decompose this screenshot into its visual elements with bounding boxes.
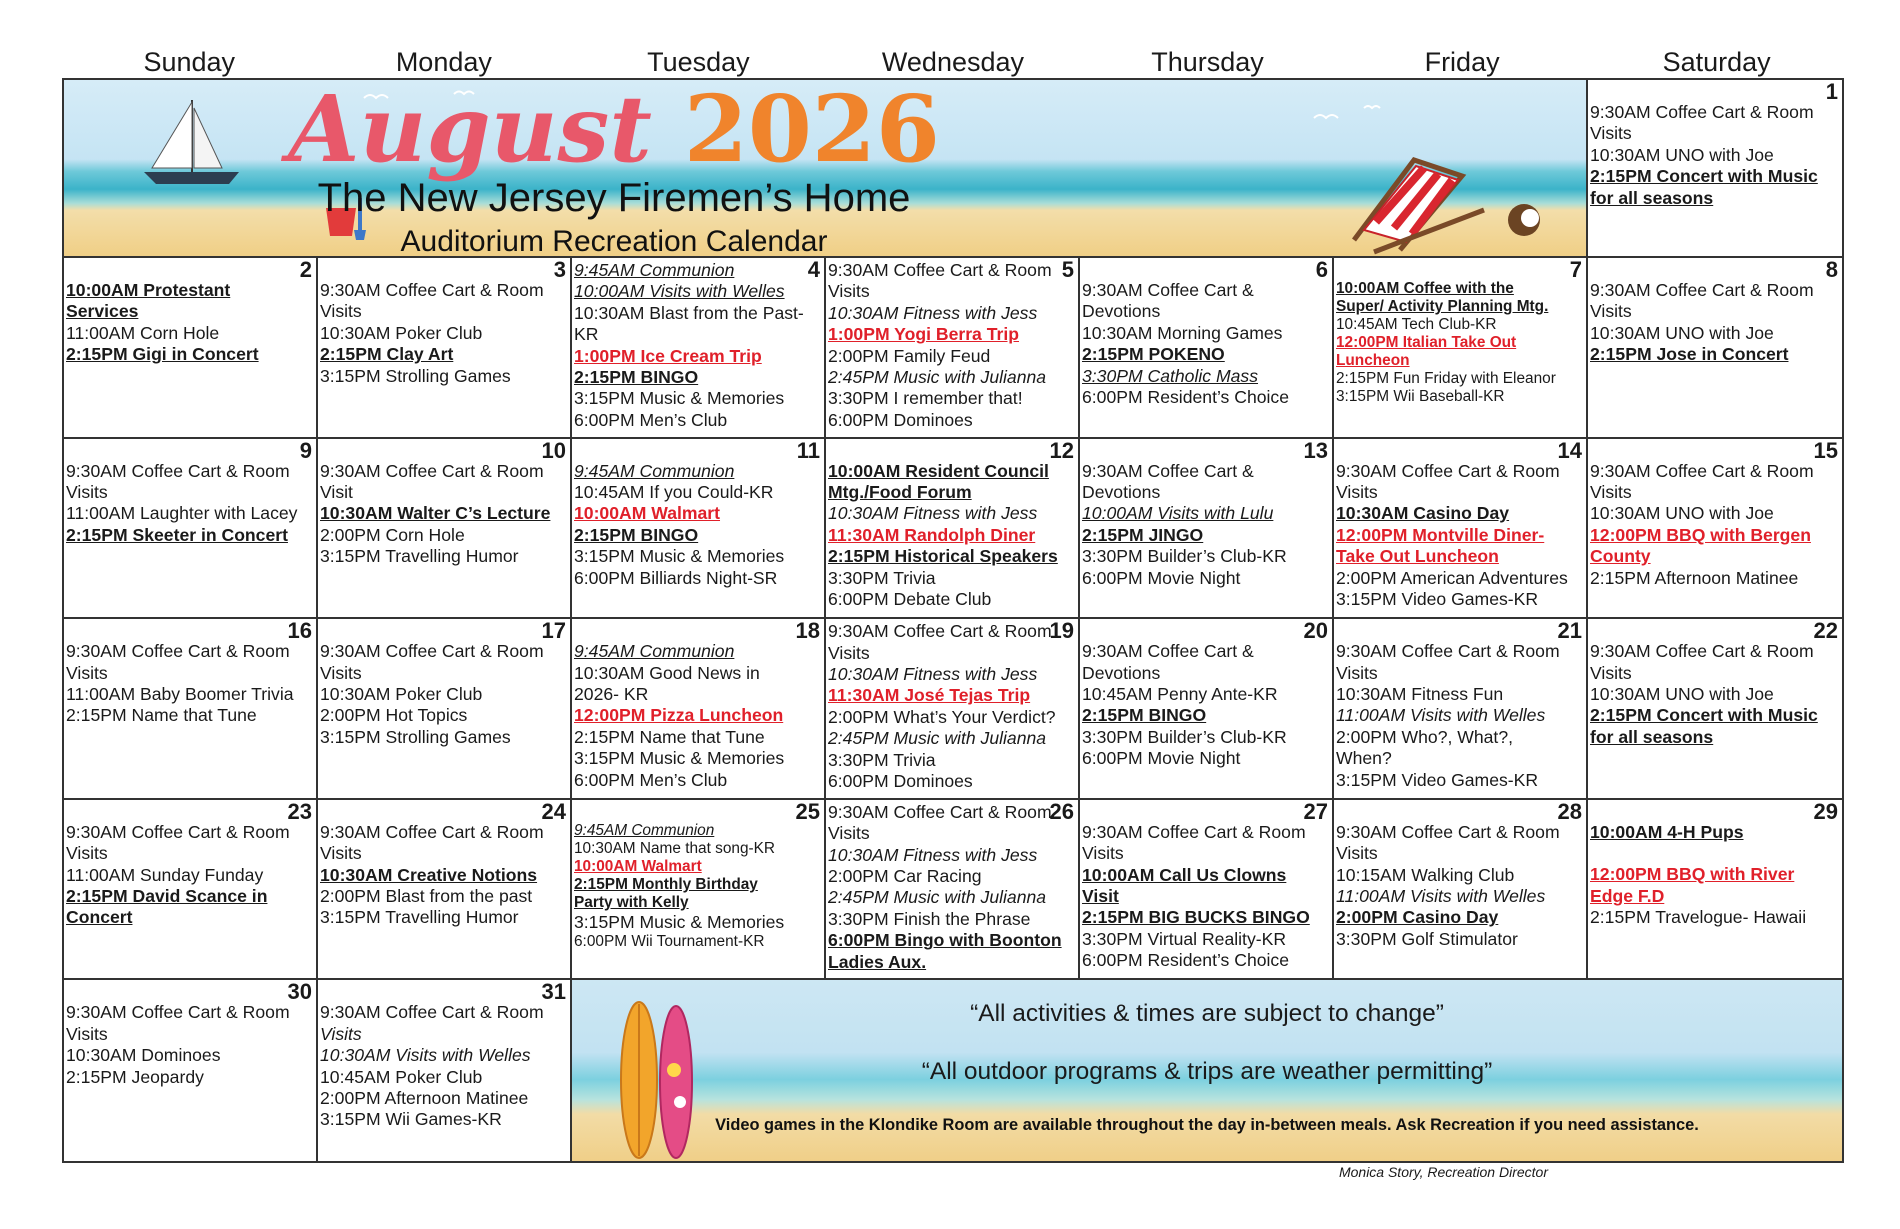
event-line: 2:15PM BINGO <box>574 524 699 545</box>
event-line: 3:15PM Music & Memories <box>574 546 785 567</box>
event-list <box>828 621 1075 792</box>
event-list <box>66 1002 313 1088</box>
weekday-friday: Friday <box>1424 47 1500 77</box>
event-line: 10:00AM Walmart <box>574 857 702 875</box>
day-number: 20 <box>1303 619 1328 644</box>
event-line: Devotions <box>1082 482 1161 502</box>
event-line: KR <box>574 324 599 345</box>
event-line: Visits <box>1082 843 1124 864</box>
event-line: 6:00PM Wii Tournament-KR <box>574 933 765 951</box>
event-line: 2:00PM Hot Topics <box>320 705 468 726</box>
event-line: 11:00AM Visits with Welles <box>1336 705 1546 726</box>
event-list <box>1336 641 1583 791</box>
calendar-month-title <box>64 80 1164 184</box>
event-line: Services <box>66 301 139 322</box>
event-line: 12:00PM BBQ with Bergen <box>1590 524 1811 545</box>
month-name: August <box>288 80 652 183</box>
event-line: Party with Kelly <box>574 893 689 911</box>
weekday-header <box>62 44 1844 80</box>
day-number: 2 <box>299 258 312 282</box>
event-line: 6:00PM Dominoes <box>828 409 973 430</box>
footer-note-video-games: Video games in the Klondike Room are available throughout the day in-between meals. Ask Recreation if you need assistance. <box>715 1116 1699 1135</box>
event-line: Visits <box>828 823 870 844</box>
day-cell <box>572 439 826 620</box>
event-list <box>1336 461 1583 611</box>
day-cell <box>1080 800 1334 981</box>
home-title: The New Jersey Firemen’s Home <box>317 176 911 220</box>
event-list <box>574 641 821 791</box>
day-number: 4 <box>807 258 820 282</box>
day-number: 14 <box>1557 438 1582 463</box>
event-line: 10:30AM Fitness with Jess <box>828 302 1038 323</box>
event-line: 2:15PM Name that Tune <box>66 705 257 726</box>
event-line: 10:45AM Penny Ante-KR <box>1082 684 1278 704</box>
day-cell <box>1588 80 1842 258</box>
day-number: 12 <box>1049 438 1074 463</box>
day-cell <box>318 980 572 1161</box>
event-line: Edge F.D <box>1590 885 1665 906</box>
event-line: 2:00PM Casino Day <box>1336 907 1499 928</box>
event-line: Visits <box>66 843 108 864</box>
event-line: 10:30AM Poker Club <box>320 322 483 343</box>
event-list <box>574 461 821 589</box>
event-list <box>1590 822 1839 929</box>
event-line: 3:15PM Music & Memories <box>574 388 785 409</box>
event-line: 3:15PM Music & Memories <box>574 748 785 769</box>
day-cell <box>64 258 318 439</box>
event-line: 12:00PM Montville Diner- <box>1336 524 1545 545</box>
event-line: 6:00PM Bingo with Boonton <box>828 930 1062 951</box>
day-cell <box>1588 619 1842 800</box>
event-line: 9:30AM Coffee Cart & Room <box>1590 102 1814 122</box>
event-list <box>1590 280 1839 366</box>
event-line: 11:30AM Randolph Diner <box>828 524 1036 545</box>
event-line: Visit <box>1082 886 1119 907</box>
footer-note-weather: “All outdoor programs & trips are weather permitting” <box>921 1058 1493 1086</box>
event-line: 9:30AM Coffee Cart & Room <box>1590 641 1814 662</box>
event-line: 2:15PM BIG BUCKS BINGO <box>1082 907 1310 928</box>
header-banner <box>64 80 1588 258</box>
event-line: 6:00PM Movie Night <box>1082 567 1241 588</box>
event-list <box>1082 822 1329 972</box>
day-cell <box>572 258 826 439</box>
event-line: 10:30AM Fitness with Jess <box>828 664 1038 684</box>
day-number: 29 <box>1813 799 1838 824</box>
event-line: 10:00AM Visits with Lulu <box>1082 503 1274 524</box>
day-cell <box>1588 258 1842 439</box>
event-line: 9:30AM Coffee Cart & Room <box>66 1002 290 1023</box>
event-line: 3:30PM Trivia <box>828 567 936 588</box>
event-line: 9:30AM Coffee Cart & <box>1082 280 1254 300</box>
event-line: 10:30AM UNO with Joe <box>1590 144 1774 165</box>
day-number: 3 <box>553 258 566 282</box>
event-line: 3:15PM Strolling Games <box>320 365 511 386</box>
day-cell <box>1080 619 1334 800</box>
event-line: 11:00AM Corn Hole <box>66 322 220 343</box>
event-line: Visits <box>828 642 870 663</box>
event-line: 2:15PM Skeeter in Concert <box>66 524 288 545</box>
event-line: 10:30AM Fitness with Jess <box>828 503 1038 524</box>
event-line: 3:30PM Trivia <box>828 749 936 770</box>
day-number: 18 <box>795 619 820 644</box>
event-line: 10:00AM Protestant <box>66 280 231 300</box>
event-line: 2:15PM Name that Tune <box>574 726 765 747</box>
day-number: 27 <box>1303 799 1328 824</box>
event-line: 9:30AM Coffee Cart & Room <box>320 1002 544 1023</box>
event-list <box>320 461 567 568</box>
event-line: 2:15PM Clay Art <box>320 344 454 365</box>
event-line: When? <box>1336 748 1392 769</box>
event-line: 10:30AM Casino Day <box>1336 503 1510 524</box>
event-line: 10:00AM Call Us Clowns <box>1082 864 1287 885</box>
event-list <box>828 461 1075 611</box>
event-line: 12:00PM Pizza Luncheon <box>574 705 784 726</box>
event-line: 3:15PM Wii Baseball-KR <box>1336 388 1505 405</box>
day-cell <box>1588 800 1842 981</box>
event-line: Visits <box>1590 662 1632 683</box>
event-line: Super/ Activity Planning Mtg. <box>1336 298 1549 315</box>
event-line: 10:45AM Tech Club-KR <box>1336 316 1497 333</box>
event-line: Visits <box>1590 482 1632 502</box>
event-line: 9:30AM Coffee Cart & Room <box>66 641 290 662</box>
event-line: 9:30AM Coffee Cart & Room <box>320 280 544 300</box>
event-line: 3:30PM Catholic Mass <box>1082 365 1259 386</box>
event-line: 10:30AM Fitness Fun <box>1336 684 1504 704</box>
day-number: 10 <box>541 438 566 463</box>
event-line: 3:15PM Travelling Humor <box>320 546 519 567</box>
event-line: Visits <box>1590 301 1632 322</box>
event-line: 9:30AM Coffee Cart & Room <box>66 821 290 842</box>
event-line: Visits <box>66 482 108 502</box>
event-line: 3:15PM Wii Games-KR <box>320 1109 502 1130</box>
event-line: Devotions <box>1082 301 1161 322</box>
event-line: 2:15PM JINGO <box>1082 524 1204 545</box>
event-line <box>1590 843 1839 864</box>
event-line: 10:30AM UNO with Joe <box>1590 503 1774 524</box>
event-list <box>1082 461 1329 589</box>
event-line: 6:00PM Dominoes <box>828 771 973 792</box>
event-line: for all seasons <box>1590 726 1714 747</box>
day-number: 16 <box>287 619 312 644</box>
day-number: 5 <box>1061 258 1074 282</box>
event-line: 9:45AM Communion <box>574 260 735 280</box>
day-number: 28 <box>1557 799 1582 824</box>
event-line: 2:15PM BINGO <box>1082 705 1207 726</box>
day-cell <box>1588 439 1842 620</box>
event-line: 2:15PM Travelogue- Hawaii <box>1590 907 1807 928</box>
day-cell <box>826 619 1080 800</box>
event-line: 12:00PM BBQ with River <box>1590 864 1795 885</box>
day-number: 21 <box>1557 619 1582 644</box>
event-line: 9:30AM Coffee Cart & Room <box>1590 280 1814 300</box>
day-number: 1 <box>1825 80 1838 104</box>
day-number: 11 <box>796 438 820 463</box>
event-line: Visits <box>1336 482 1378 502</box>
coconut-icon <box>1508 204 1540 236</box>
event-list <box>320 641 567 748</box>
footer-banner <box>572 980 1842 1161</box>
event-line: 2:15PM POKENO <box>1082 344 1225 365</box>
event-line: County <box>1590 546 1651 567</box>
event-line: 10:45AM Poker Club <box>320 1066 483 1087</box>
event-line: 9:30AM Coffee Cart & <box>1082 460 1254 481</box>
event-line: 2:15PM Jose in Concert <box>1590 344 1789 365</box>
day-number: 31 <box>541 980 566 1005</box>
event-list <box>1590 461 1839 589</box>
event-line: Visits <box>66 1023 108 1044</box>
event-line: 10:30AM Fitness with Jess <box>828 844 1038 865</box>
day-cell <box>1334 439 1588 620</box>
event-list <box>574 822 821 951</box>
event-line: 2:00PM What’s Your Verdict? <box>828 706 1056 727</box>
event-list <box>1082 641 1329 769</box>
event-list <box>1336 280 1583 406</box>
event-line: 9:30AM Coffee Cart & Room <box>1082 821 1306 842</box>
event-line: 2:45PM Music with Julianna <box>828 887 1047 908</box>
event-line: Mtg./Food Forum <box>828 482 972 502</box>
event-line: 9:30AM Coffee Cart & Room <box>1336 460 1560 481</box>
event-list <box>66 822 313 929</box>
event-line: 10:30AM Name that song-KR <box>574 839 776 857</box>
event-line: 2:15PM Jeopardy <box>66 1066 204 1087</box>
event-line: 3:30PM Builder’s Club-KR <box>1082 546 1287 567</box>
event-line: 1:00PM Yogi Berra Trip <box>828 324 1019 345</box>
event-line: 2:00PM Who?, What?, <box>1336 726 1513 747</box>
day-number: 22 <box>1813 619 1838 644</box>
event-line: 6:00PM Movie Night <box>1082 748 1241 769</box>
day-cell <box>318 619 572 800</box>
event-list <box>828 260 1075 431</box>
event-list <box>1336 822 1583 950</box>
event-line: for all seasons <box>1590 187 1714 208</box>
event-line: Ladies Aux. <box>828 951 927 972</box>
day-number: 9 <box>299 438 312 463</box>
event-line: 2:00PM Family Feud <box>828 345 991 366</box>
event-list <box>574 260 821 431</box>
beach-chair-icon <box>1354 160 1484 252</box>
event-line: 2:45PM Music with Julianna <box>828 728 1047 749</box>
day-number: 7 <box>1569 258 1582 282</box>
event-line: 10:15AM Walking Club <box>1336 864 1515 885</box>
event-line: 9:30AM Coffee Cart & Room <box>1336 821 1560 842</box>
event-line: Take Out Luncheon <box>1336 546 1499 567</box>
day-number: 15 <box>1813 438 1838 463</box>
event-line: 9:30AM Coffee Cart & <box>1082 641 1254 662</box>
event-line: 10:00AM Resident Council <box>828 460 1049 481</box>
day-number: 23 <box>287 799 312 824</box>
day-cell <box>1080 439 1334 620</box>
day-cell <box>64 980 318 1161</box>
event-line: 9:30AM Coffee Cart & Room <box>66 460 290 481</box>
footer-note-schedule: “All activities & times are subject to change” <box>970 1000 1444 1028</box>
day-cell <box>1334 258 1588 439</box>
day-cell <box>826 800 1080 981</box>
day-cell <box>1334 800 1588 981</box>
day-number: 26 <box>1049 799 1074 824</box>
weekday-sunday: Sunday <box>143 47 236 77</box>
event-line: 9:45AM Communion <box>574 460 735 481</box>
day-number: 8 <box>1825 258 1838 282</box>
event-line: 9:30AM Coffee Cart & Room <box>320 460 544 481</box>
event-line: 2:00PM American Adventures <box>1336 567 1568 588</box>
event-line: 10:00AM 4-H Pups <box>1590 821 1744 842</box>
event-line: 10:30AM Good News in <box>574 662 760 683</box>
day-number: 17 <box>541 619 566 644</box>
calendar-grid <box>62 78 1844 1163</box>
event-line: Concert <box>66 907 133 928</box>
day-number: 13 <box>1303 438 1328 463</box>
event-list <box>828 799 1075 973</box>
day-cell <box>64 800 318 981</box>
event-line: 3:15PM Video Games-KR <box>1336 589 1539 610</box>
day-cell <box>826 258 1080 439</box>
event-line: 10:30AM Creative Notions <box>320 864 538 885</box>
event-list <box>1590 102 1839 209</box>
day-cell <box>64 439 318 620</box>
event-list <box>66 280 313 366</box>
weekday-thursday: Thursday <box>1151 47 1264 77</box>
event-list <box>320 822 567 929</box>
day-cell <box>1080 258 1334 439</box>
day-cell <box>572 800 826 981</box>
event-line: 11:00AM Laughter with Lacey <box>66 503 298 524</box>
event-line: 2:15PM David Scance in <box>66 886 268 907</box>
event-line: 2:15PM Concert with Music <box>1590 705 1818 726</box>
event-line: 3:15PM Video Games-KR <box>1336 769 1539 790</box>
weekday-tuesday: Tuesday <box>647 47 750 77</box>
event-line: 9:30AM Coffee Cart & Room <box>320 821 544 842</box>
event-line: 9:45AM Communion <box>574 641 735 662</box>
event-line: 10:30AM Walter C’s Lecture <box>320 503 551 524</box>
event-line: Visits <box>828 281 870 302</box>
event-list <box>320 280 567 387</box>
director-credit: Monica Story, Recreation Director <box>1338 1164 1548 1180</box>
event-list <box>66 461 313 547</box>
event-line: 3:30PM Finish the Phrase <box>828 908 1031 929</box>
event-line: 9:30AM Coffee Cart & Room <box>828 801 1052 822</box>
day-number: 30 <box>287 980 312 1005</box>
event-line: 9:30AM Coffee Cart & Room <box>1590 460 1814 481</box>
event-line: 2:15PM Afternoon Matinee <box>1590 567 1799 588</box>
event-line: 2:15PM Gigi in Concert <box>66 344 259 365</box>
event-line: 3:30PM I remember that! <box>828 388 1023 409</box>
day-number: 19 <box>1049 619 1074 644</box>
event-line: 10:00AM Walmart <box>574 503 721 524</box>
event-line: Visit <box>320 482 353 502</box>
event-line: Visits <box>66 662 108 683</box>
event-line: 12:00PM Italian Take Out <box>1336 334 1517 351</box>
day-cell <box>318 800 572 981</box>
event-list <box>320 1002 567 1130</box>
event-line: 11:00AM Sunday Funday <box>66 864 264 885</box>
event-line: 11:00AM Baby Boomer Trivia <box>66 684 294 704</box>
day-cell <box>572 619 826 800</box>
day-cell <box>1334 619 1588 800</box>
event-line: 10:30AM Dominoes <box>66 1045 221 1066</box>
event-line: 6:00PM Resident’s Choice <box>1082 387 1290 408</box>
day-number: 25 <box>795 799 820 824</box>
event-line: 2026- KR <box>574 684 649 704</box>
event-line: 3:30PM Virtual Reality-KR <box>1082 928 1287 949</box>
event-line: 10:30AM Visits with Welles <box>320 1045 531 1066</box>
event-line: 6:00PM Men’s Club <box>574 769 728 790</box>
event-line: 10:30AM UNO with Joe <box>1590 684 1774 704</box>
event-list <box>1082 280 1329 408</box>
event-line: Visits <box>320 843 362 864</box>
day-cell <box>64 619 318 800</box>
day-cell <box>318 439 572 620</box>
event-line: 3:15PM Strolling Games <box>320 726 511 747</box>
weekday-monday: Monday <box>395 47 492 77</box>
weekday-saturday: Saturday <box>1662 47 1771 77</box>
event-list <box>1590 641 1839 748</box>
event-line: 9:45AM Communion <box>574 821 715 839</box>
event-line: 9:30AM Coffee Cart & Room <box>828 260 1052 280</box>
event-line: Visits <box>1590 123 1632 144</box>
event-line: Devotions <box>1082 662 1161 683</box>
day-number: 24 <box>541 799 566 824</box>
event-line: Luncheon <box>1336 352 1410 369</box>
day-cell <box>826 439 1080 620</box>
event-line: 2:00PM Blast from the past <box>320 886 533 907</box>
event-line: 10:30AM Blast from the Past- <box>574 302 804 323</box>
event-line: 2:15PM Fun Friday with Eleanor <box>1336 370 1556 387</box>
event-line: 3:30PM Builder’s Club-KR <box>1082 726 1287 747</box>
event-line: 2:00PM Afternoon Matinee <box>320 1088 529 1109</box>
event-line: Visits <box>320 662 362 683</box>
event-line: Visits <box>320 301 362 322</box>
event-line: 2:15PM Monthly Birthday <box>574 875 758 893</box>
event-line: Visits <box>1336 662 1378 683</box>
event-list <box>66 641 313 727</box>
event-line: 9:30AM Coffee Cart & Room <box>1336 641 1560 662</box>
event-line: 6:00PM Men’s Club <box>574 409 728 430</box>
event-line: 10:30AM Poker Club <box>320 684 483 704</box>
event-line: Visits <box>320 1023 362 1044</box>
event-line: 3:15PM Travelling Humor <box>320 907 519 928</box>
day-cell <box>318 258 572 439</box>
day-number: 6 <box>1315 258 1328 282</box>
event-line: 1:00PM Ice Cream Trip <box>574 345 762 366</box>
event-line: 10:30AM UNO with Joe <box>1590 322 1774 343</box>
event-line: 3:30PM Golf Stimulator <box>1336 928 1518 949</box>
event-line: 11:00AM Visits with Welles <box>1336 886 1546 907</box>
event-line: 2:00PM Corn Hole <box>320 524 465 545</box>
event-line: 10:00AM Coffee with the <box>1336 280 1514 297</box>
event-line: 9:30AM Coffee Cart & Room <box>828 621 1052 642</box>
event-line: 10:30AM Morning Games <box>1082 322 1283 343</box>
event-line: 3:15PM Music & Memories <box>574 911 785 932</box>
event-line: 2:15PM Concert with Music <box>1590 166 1818 187</box>
weekday-wednesday: Wednesday <box>881 47 1025 77</box>
event-line: 6:00PM Resident’s Choice <box>1082 950 1290 971</box>
event-line: 6:00PM Debate Club <box>828 589 992 610</box>
event-line: 2:15PM Historical Speakers <box>828 546 1058 567</box>
event-line: 10:00AM Visits with Welles <box>574 281 785 302</box>
event-line: 10:45AM If you Could-KR <box>574 482 774 502</box>
year: 2026 <box>683 80 940 183</box>
event-line: 2:45PM Music with Julianna <box>828 367 1047 388</box>
event-line: Visits <box>1336 843 1378 864</box>
event-line: 6:00PM Billiards Night-SR <box>574 567 778 588</box>
event-line: 2:00PM Car Racing <box>828 866 982 887</box>
event-line: 11:30AM José Tejas Trip <box>828 685 1031 706</box>
calendar-subtitle: Auditorium Recreation Calendar <box>400 225 828 258</box>
event-line: 2:15PM BINGO <box>574 367 699 388</box>
event-line: 9:30AM Coffee Cart & Room <box>320 641 544 662</box>
